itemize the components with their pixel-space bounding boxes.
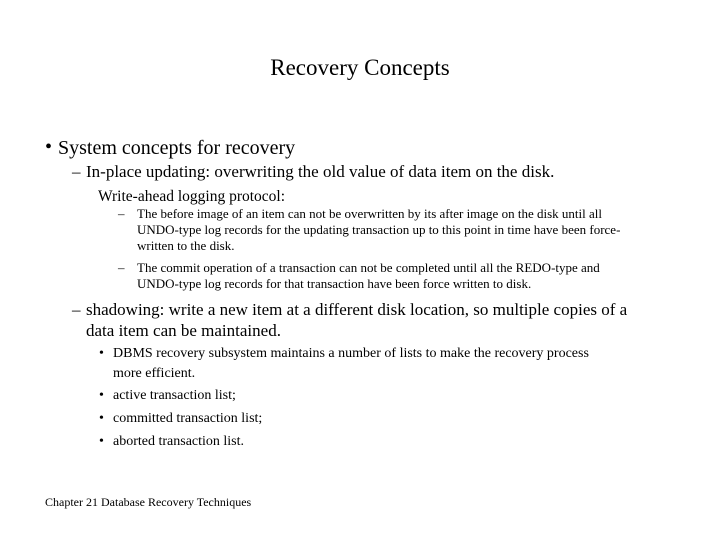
- wal-rule-1-line-2: UNDO-type log records for the updating transaction up to this point in time have been force-: [137, 222, 621, 237]
- shadowing-line-2: data item can be maintained.: [86, 321, 281, 340]
- dash-icon: –: [72, 162, 81, 181]
- dbms-lists-line-2: more efficient.: [113, 366, 196, 381]
- bullet-icon: •: [99, 346, 104, 361]
- active-list-item: active transaction list;: [113, 388, 236, 403]
- wal-rule-1-line-1: The before image of an item can not be overwritten by its after image on the disk until all: [137, 206, 602, 221]
- bullet-icon: •: [45, 136, 53, 158]
- shadowing-line-1: shadowing: write a new item at a different disk location, so multiple copies of a: [86, 300, 628, 319]
- bullet-icon: •: [99, 434, 104, 449]
- wal-rule-2-line-2: UNDO-type log records for that transaction have been force written to disk.: [137, 276, 532, 291]
- dash-icon: –: [72, 300, 81, 319]
- bullet-icon: •: [99, 411, 104, 426]
- dash-icon: –: [118, 260, 125, 275]
- dash-icon: –: [118, 206, 125, 221]
- slide-title: Recovery Concepts: [270, 55, 450, 80]
- aborted-list-item: aborted transaction list.: [113, 434, 245, 449]
- dbms-lists-line-1: DBMS recovery subsystem maintains a number of lists to make the recovery process: [113, 346, 589, 361]
- wal-rule-1-line-3: written to the disk.: [137, 238, 235, 253]
- item-in-place-updating: In-place updating: overwriting the old value of data item on the disk.: [86, 162, 555, 181]
- wal-rule-2-line-1: The commit operation of a transaction can not be completed until all the REDO-type and: [137, 260, 600, 275]
- item-write-ahead-logging: Write-ahead logging protocol:: [98, 188, 286, 205]
- bullet-icon: •: [99, 388, 104, 403]
- footer: Chapter 21 Database Recovery Techniques: [45, 495, 252, 509]
- committed-list-item: committed transaction list;: [113, 411, 263, 426]
- bullet-system-concepts: System concepts for recovery: [58, 137, 296, 159]
